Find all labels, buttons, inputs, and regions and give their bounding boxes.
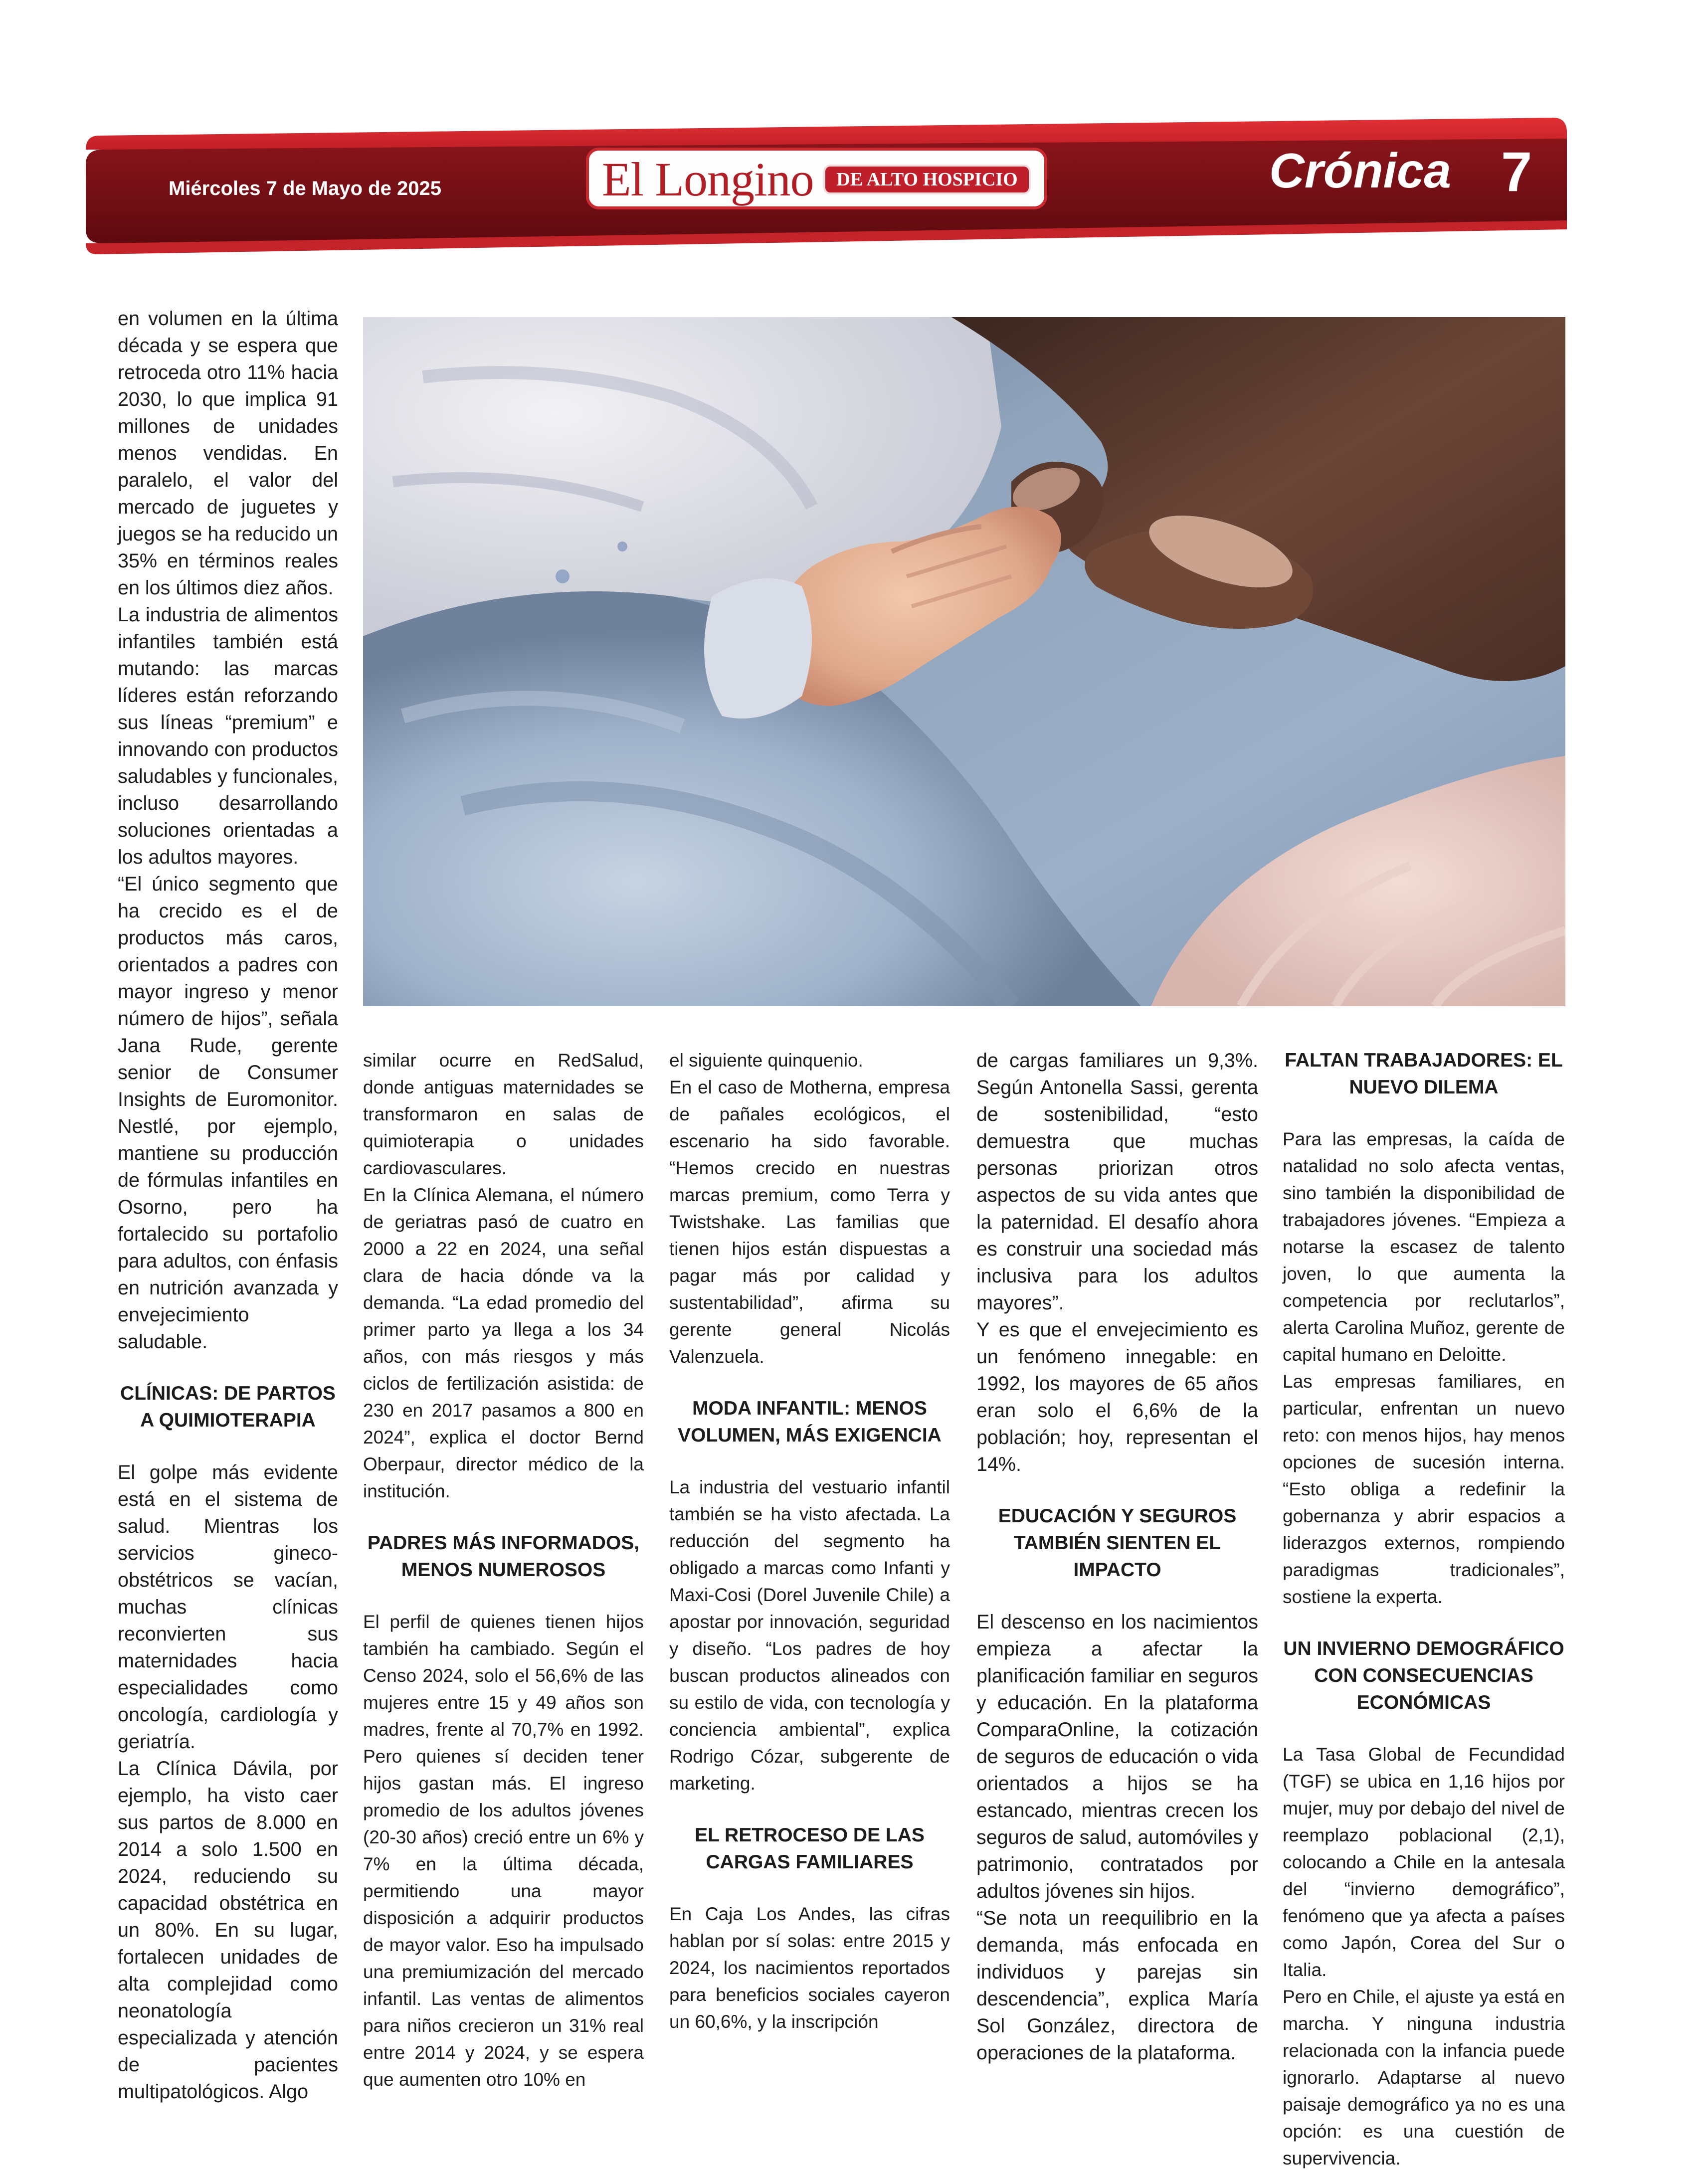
paragraph: La industria del vestuario infantil también se ha visto afectada. La reducción del segmento ha obligado a marcas como Infanti y Maxi-Cosi (Dorel Juvenile Chile) a apostar por innovación, seguridad y diseño. “Los padres de hoy buscan productos alineados con su estilo de vida, con tecnología y conciencia ambiental”, explica Rodrigo Cózar, subgerente de marketing. (669, 1477, 950, 1794)
paragraph: similar ocurre en RedSalud, donde antiguas maternidades se transformaron en salas de quimioterapia o unidades cardiovasculares. (363, 1050, 644, 1178)
paragraph: La Clínica Dávila, por ejemplo, ha visto caer sus partos de 8.000 en 2014 a solo 1.500 en 2024, reduciendo su capacidad obstétrica en un 80%. En su lugar, fortalecen unidades de alta complejidad como neonatología especializada y atención de pacientes multipatológicos. Algo (118, 1758, 338, 2103)
subheading: FALTAN TRABAJADORES: EL NUEVO DILEMA (1285, 1050, 1563, 1098)
paragraph: Las empresas familiares, en particular, enfrentan un nuevo reto: con menos hijos, hay menos opciones de sucesión interna. “Esto obliga a redefinir la gobernanza y abrir espacios a liderazgos externos, rompiendo paradigmas tradicionales”, sostiene la experta. (1283, 1371, 1565, 1607)
issue-date: Miércoles 7 de Mayo de 2025 (169, 178, 441, 199)
paragraph: “El único segmento que ha crecido es el de productos más caros, orientados a padres con mayor ingreso y menor número de hijos”, señala Jana Rude, gerente senior de Consumer Insights de Euromonitor. Nestlé, por ejemplo, mantiene su producción de fórmulas infantiles en Osorno, pero ha fortalecido su portafolio para adultos, con énfasis en nutrición avanzada y envejecimiento saludable. (118, 873, 338, 1353)
paragraph: de cargas familiares un 9,3%. Según Antonella Sassi, gerenta de sostenibilidad, “esto demuestra que muchas personas priorizan otros aspectos de su vida antes que la paternidad. El desafío ahora es construir una sociedad más inclusiva para los adultos mayores”. (976, 1050, 1258, 1314)
paragraph: Pero en Chile, el ajuste ya está en marcha. Y ninguna industria relacionada con la infancia puede ignorarlo. Adaptarse al nuevo paisaje demográfico ya no es una opción: es una cuestión de supervivencia. (1283, 1987, 1565, 2169)
subheading: PADRES MÁS INFORMADOS, MENOS NUMEROSOS (367, 1532, 640, 1581)
paragraph: El golpe más evidente está en el sistema de salud. Mientras los servicios gineco-obstétricos se vacían, muchas clínicas reconvierten sus maternidades hacia especialidades como oncología, cardiología y geriatría. (118, 1461, 338, 1753)
paragraph: el siguiente quinquenio. (669, 1050, 863, 1071)
paragraph: El descenso en los nacimientos empieza a afectar la planificación familiar en seguros y educación. En la plataforma ComparaOnline, la cotización de seguros de educación o vida orientados a hijos se ha estancado, mientras crecen los seguros de salud, automóviles y patrimonio, contratados por adultos jóvenes sin hijos. (976, 1611, 1258, 1902)
page-header (0, 0, 1708, 279)
logo-brand-name: El Longino (602, 153, 814, 206)
paragraph: En el caso de Motherna, empresa de pañales ecológicos, el escenario ha sido favorable. “Hemos crecido en nuestras marcas premium, como Terra y Twistshake. Las familias que tienen hijos están dispuestas a pagar más por calidad y sustentabilidad”, afirma su gerente general Nicolás Valenzuela. (669, 1077, 950, 1367)
article-column-4 (976, 1047, 1258, 2066)
article-column-2 (363, 1047, 644, 2093)
subheading: MODA INFANTIL: MENOS VOLUMEN, MÁS EXIGENCIA (678, 1398, 942, 1446)
paragraph: La industria de alimentos infantiles también está mutando: las marcas líderes están reforzando sus líneas “premium” e innovando con productos saludables y funcionales, incluso desarrollando soluciones orientadas a los adultos mayores. (118, 604, 338, 868)
paragraph: En Caja Los Andes, las cifras hablan por sí solas: entre 2015 y 2024, los nacimientos reportados para beneficios sociales cayeron un 60,6%, y la inscripción (669, 1904, 950, 2032)
paragraph: Y es que el envejecimiento es un fenómeno innegable: en 1992, los mayores de 65 años eran solo el 6,6% de la población; hoy, representan el 14%. (976, 1319, 1258, 1475)
section-title: Crónica (1269, 143, 1451, 198)
article-photo (363, 317, 1565, 1006)
logo-place-badge: DE ALTO HOSPICIO (823, 165, 1031, 194)
article-column-5 (1283, 1047, 1565, 2172)
article-column-1 (118, 305, 338, 2105)
header-banner-shape (0, 0, 1708, 279)
page-number: 7 (1501, 141, 1532, 203)
paragraph: “Se nota un reequilibrio en la demanda, más enfocada en individuos y parejas sin descendencia”, explica María Sol González, directora de operaciones de la plataforma. (976, 1907, 1258, 2064)
paragraph: La Tasa Global de Fecundidad (TGF) se ubica en 1,16 hijos por mujer, muy por debajo del nivel de reemplazo poblacional (2,1), colocando a Chile en la antesala del “invierno demográfico”, fenómeno que ya afecta a países como Japón, Corea del Sur o Italia. (1283, 1744, 1565, 1980)
paragraph: Para las empresas, la caída de natalidad no solo afecta ventas, sino también la disponibilidad de trabajadores jóvenes. “Empieza a notarse la escasez de talento joven, lo que aumenta la competencia por reclutarlos”, alerta Carolina Muñoz, gerente de capital humano en Deloitte. (1283, 1129, 1565, 1365)
paragraph: En la Clínica Alemana, el número de geriatras pasó de cuatro en 2000 a 22 en 2024, una señal clara de hacia dónde va la demanda. “La edad promedio del primer parto ya llega a los 34 años, con más riesgos y más ciclos de fertilización asistida: de 230 en 2017 pasamos a 800 en 2024”, explica el doctor Bernd Oberpaur, director médico de la institución. (363, 1185, 644, 1501)
paragraph: El perfil de quienes tienen hijos también ha cambiado. Según el Censo 2024, solo el 56,6% de las mujeres entre 15 y 49 años son madres, frente al 70,7% en 1992. Pero quienes sí deciden tener hijos gastan más. El ingreso promedio de los adultos jóvenes (20-30 años) creció entre un 6% y 7% en la última década, permitiendo una mayor disposición a adquirir productos de mayor valor. Eso ha impulsado una premiumización del mercado infantil. Las ventas de alimentos para niños crecieron un 31% real entre 2014 y 2024, y se espera que aumenten otro 10% en (363, 1612, 644, 2090)
newspaper-logo[interactable] (586, 148, 1047, 209)
subheading: EL RETROCESO DE LAS CARGAS FAMILIARES (695, 1824, 925, 1873)
subheading: CLÍNICAS: DE PARTOS A QUIMIOTERAPIA (120, 1383, 336, 1431)
subheading: EDUCACIÓN Y SEGUROS TAMBIÉN SIENTEN EL IMPACTO (998, 1505, 1237, 1581)
subheading: UN INVIERNO DEMOGRÁFICO CON CONSECUENCIAS ECONÓMICAS (1283, 1638, 1564, 1713)
paragraph: en volumen en la última década y se espera que retroceda otro 11% hacia 2030, lo que implica 91 millones de unidades menos vendidas. En paralelo, el valor del mercado de juguetes y juegos se ha reducido un 35% en términos reales en los últimos diez años. (118, 308, 338, 599)
article-column-3 (669, 1047, 950, 2035)
